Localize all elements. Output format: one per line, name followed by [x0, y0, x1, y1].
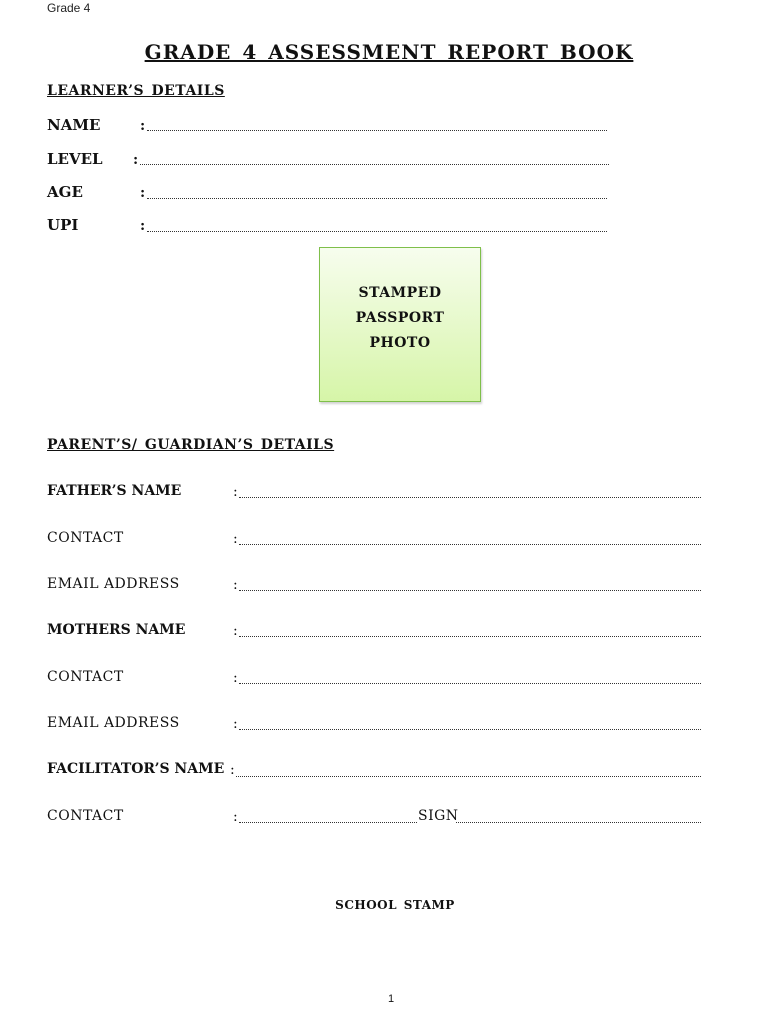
- field-label: CONTACT: [47, 669, 124, 685]
- facilitator-name-input-line[interactable]: [236, 776, 701, 777]
- field-label: EMAIL ADDRESS: [47, 715, 180, 731]
- field-label: EMAIL ADDRESS: [47, 576, 180, 592]
- field-colon: :: [140, 218, 146, 234]
- field-label: CONTACT: [47, 808, 124, 824]
- field-colon: :: [233, 809, 238, 825]
- field-colon: :: [233, 716, 238, 732]
- guardian-details-heading: PARENT’S/ GUARDIAN’S DETAILS: [47, 437, 335, 453]
- running-header: Grade 4: [47, 1, 91, 15]
- field-colon: :: [233, 623, 238, 639]
- sign-input-line[interactable]: [456, 822, 701, 823]
- field-label: NAME: [47, 116, 101, 134]
- field-colon: :: [233, 577, 238, 593]
- photo-label-line2: PASSPORT: [355, 310, 445, 326]
- field-label: FATHER’S NAME: [47, 483, 182, 499]
- learner-details-heading: LEARNER’S DETAILS: [47, 83, 225, 99]
- level-input-line[interactable]: [140, 164, 609, 165]
- father-name-input-line[interactable]: [239, 497, 701, 498]
- field-colon: :: [233, 484, 238, 500]
- upi-input-line[interactable]: [147, 231, 607, 232]
- photo-label-line1: STAMPED: [358, 285, 442, 301]
- mother-email-input-line[interactable]: [239, 729, 701, 730]
- passport-photo-box[interactable]: [319, 247, 481, 402]
- page-title: GRADE 4 ASSESSMENT REPORT BOOK: [144, 40, 634, 64]
- field-label: UPI: [47, 216, 79, 234]
- age-input-line[interactable]: [147, 198, 607, 199]
- field-colon: :: [140, 185, 146, 201]
- field-label: MOTHERS NAME: [47, 622, 186, 638]
- school-stamp-label: SCHOOL STAMP: [335, 898, 455, 912]
- name-input-line[interactable]: [147, 130, 607, 131]
- page-number: 1: [387, 993, 395, 1005]
- field-colon: :: [233, 531, 238, 547]
- field-label: AGE: [47, 183, 83, 201]
- field-label: CONTACT: [47, 530, 124, 546]
- field-colon: :: [133, 152, 139, 168]
- photo-label-line3: PHOTO: [369, 335, 431, 351]
- father-contact-input-line[interactable]: [239, 544, 701, 545]
- facilitator-contact-input-line[interactable]: [239, 822, 417, 823]
- field-label: LEVEL: [47, 150, 103, 168]
- field-colon: :: [230, 762, 235, 778]
- field-label: FACILITATOR’S NAME: [47, 761, 225, 777]
- mother-name-input-line[interactable]: [239, 636, 701, 637]
- field-colon: :: [140, 118, 146, 134]
- father-email-input-line[interactable]: [239, 590, 701, 591]
- field-colon: :: [233, 670, 238, 686]
- sign-label: SIGN: [418, 808, 459, 824]
- mother-contact-input-line[interactable]: [239, 683, 701, 684]
